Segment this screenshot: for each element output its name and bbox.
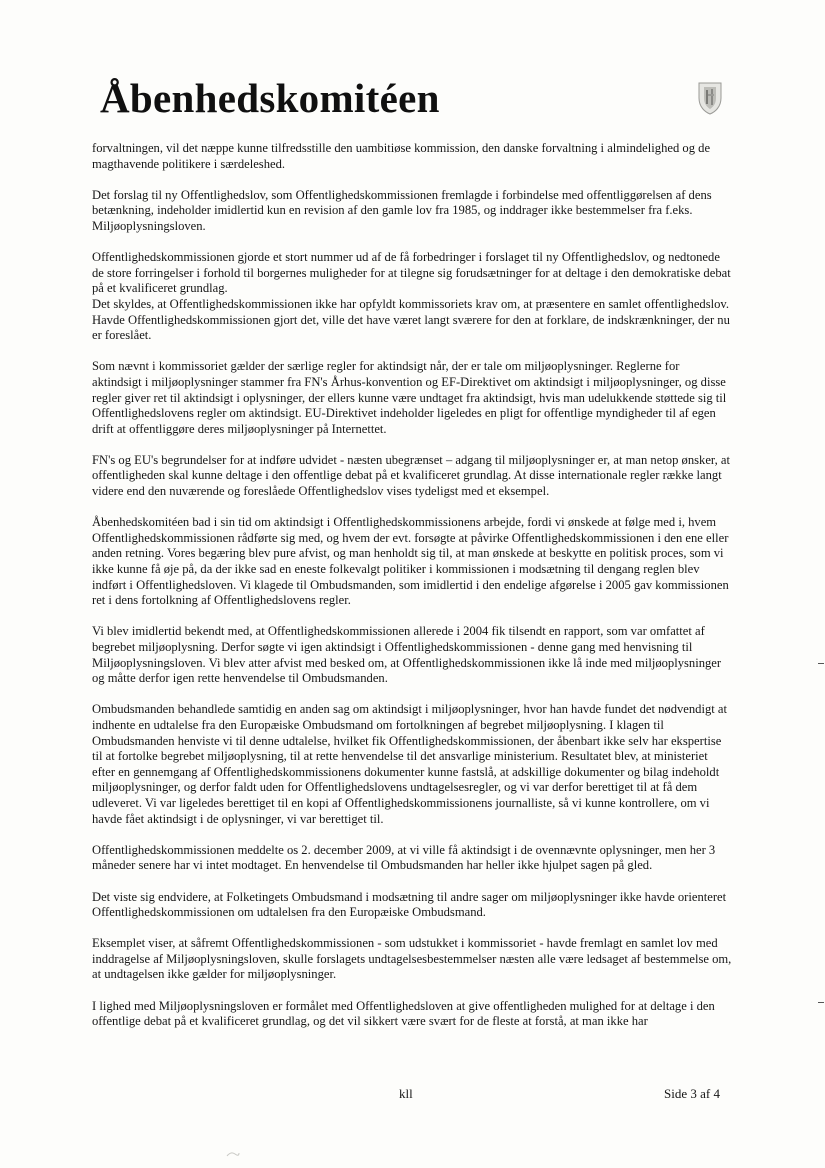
paragraph: Eksemplet viser, at såfremt Offentlighedskommissionen - som udstukket i kommissoriet - havde fremlagt en samlet lov med inddragelse af Miljøoplysningsloven, skulle forslagets undtagelsesbestemmelser næsten alle være ledsaget af bestemmelse om, at undtagelsen ikke gælder for miljøoplysninger. bbox=[92, 936, 732, 982]
margin-mark bbox=[818, 1002, 824, 1003]
paragraph: Det viste sig endvidere, at Folketingets Ombudsmand i modsætning til andre sager om miljøoplysninger ikke havde orienteret Offentlighedskommissionen om udtalelsen fra den Europæiske Ombudsmand. bbox=[92, 889, 727, 920]
paragraph: Offentlighedskommissionen meddelte os 2. december 2009, at vi ville få aktindsigt i de ovennævnte oplysninger, men her 3 måneder senere har vi intet modtaget. En henvendelse til Ombudsmanden har heller ikke hjulpet sagen på gled. bbox=[92, 842, 716, 873]
scan-artifact bbox=[226, 1150, 240, 1158]
paragraph: forvaltningen, vil det næppe kunne tilfredsstille den uambitiøse kommission, den danske forvaltning i almindelighed og de magthavende politikere i særdeleshed. bbox=[92, 141, 711, 171]
margin-mark bbox=[818, 663, 824, 664]
paragraph: Det skyldes, at Offentlighedskommissionen ikke har opfyldt kommissoriets krav om, at præsentere en samlet offentlighedslov. Havde Offentlighedskommissionen gjort det, ville det have været langt sværere for den at forklare, de indskrænkninger, der nu er foreslået. bbox=[92, 296, 730, 343]
paragraph: Ombudsmanden behandlede samtidig en anden sag om aktindsigt i miljøoplysninger, hvor han havde fundet det nødvendigt at indhente en udtalelse fra den Europæiske Ombudsmand om fortolkningen af begrebet miljøoplysning. I klagen til Ombudsmanden henviste vi til denne udtalelse, hvilket fik Offentlighedskommissionen, der åbenbart ikke selv har ekspertise til at fortolke begrebet miljøoplysning, til at rette henvendelse til det ansvarlige ministerium. Resultatet blev, at ministeriet efter en gennemgang af Offentlighedskommissionens dokumenter kunne fastslå, at adskillige dokumenter og bilag indeholdt miljøoplysninger, og derfor faldt uden for Offentlighedslovens undtagelsesregler, og vi var derfor berettiget til at få dem udleveret. Vi var ligeledes berettiget til en kopi af Offentlighedskommissionens journalliste, så vi kunne kontrollere, om vi havde fået aktindsigt i de oplysninger, vi var berettiget til. bbox=[92, 702, 728, 826]
paragraph: Som nævnt i kommissoriet gælder der særlige regler for aktindsigt når, der er tale om miljøoplysninger. Reglerne for aktindsigt i miljøoplysninger stammer fra FN's Århus-konvention og EF-Direktivet om aktindsigt i miljøoplysninger, og disse regler giver ret til aktindsigt i oplysninger, der ellers kunne være undtaget fra aktindsigt, hvis man udelukkende støttede sig til Offentlighedslovens regler om aktindsigt. EU-Direktivet indeholder ligeledes en pligt for offentlige myndigheder til af egen drift at offentliggøre deres miljøoplysninger på Internettet. bbox=[92, 359, 727, 436]
paragraph: Vi blev imidlertid bekendt med, at Offentlighedskommissionen allerede i 2004 fik tilsendt en rapport, som var omfattet af begrebet miljøoplysning. Derfor søgte vi igen aktindsigt i Offentlighedskommissionen - denne gang med henvisning til Miljøoplysningsloven. Vi blev atter afvist med besked om, at Offentlighedskommissionen ikke lå inde med miljøoplysninger og måtte derfor igen rette henvendelse til Ombudsmanden. bbox=[92, 624, 722, 686]
document-body bbox=[92, 141, 732, 1045]
footer-page-number: Side 3 af 4 bbox=[664, 1086, 720, 1101]
seal-icon bbox=[696, 80, 724, 116]
paragraph: FN's og EU's begrundelser for at indføre udvidet - næsten ubegrænset – adgang til miljøoplysninger er, at man netop ønsker, at offentligheden skal kunne deltage i den offentlige debat på et kvalificeret grundlag. At disse internationale regler række langt videre end den nuværende og foreslåede Offentlighedslov vises tydeligst med et eksempel. bbox=[92, 452, 730, 499]
paragraph: I lighed med Miljøoplysningsloven er formålet med Offentlighedsloven at give offentligheden mulighed for at deltage i den offentlige debat på et kvalificeret grundlag, og det vil sikkert være svært for de fleste at forstå, at man ikke har bbox=[92, 998, 715, 1029]
paragraph: Det forslag til ny Offentlighedslov, som Offentlighedskommissionen fremlagde i forbindelse med offentliggørelsen af dens betænkning, indeholder imidlertid kun en revision af den gamle lov fra 1985, og inddrager ikke bestemmelser fra f.eks. Miljøoplysningsloven. bbox=[92, 187, 712, 233]
paragraph: Offentlighedskommissionen gjorde et stort nummer ud af de få forbedringer i forslaget til ny Offentlighedslov, og nedtonede de store forringelser i forhold til borgernes muligheder for at tilegne sig forudsætninger for at deltage i den demokratiske debat på et kvalificeret grundlag. bbox=[92, 250, 731, 296]
page-title: Åbenhedskomitéen bbox=[100, 75, 440, 121]
footer-initials: kll bbox=[399, 1086, 413, 1101]
paragraph: Åbenhedskomitéen bad i sin tid om aktindsigt i Offentlighedskommissionens arbejde, fordi vi ønskede at følge med i, hvem Offentlighedskommissionen rådførte sig med, og hvem der evt. forsøgte at påvirke Offentlighedskommissionen i den ene eller anden retning. Vores begæring blev pure afvist, og man henholdt sig til, at man ønskede at beskytte en politisk proces, som vi ikke kunne få øje på, da der ikke sad en eneste folkevalgt politiker i kommissionen i modsætning til dengang reglen blev indført i Offentlighedsloven. Vi klagede til Ombudsmanden, som imidlertid i den endelige afgørelse i 2005 gav kommissionen ret i dens fortolkning af Offentlighedslovens regler. bbox=[92, 515, 729, 608]
